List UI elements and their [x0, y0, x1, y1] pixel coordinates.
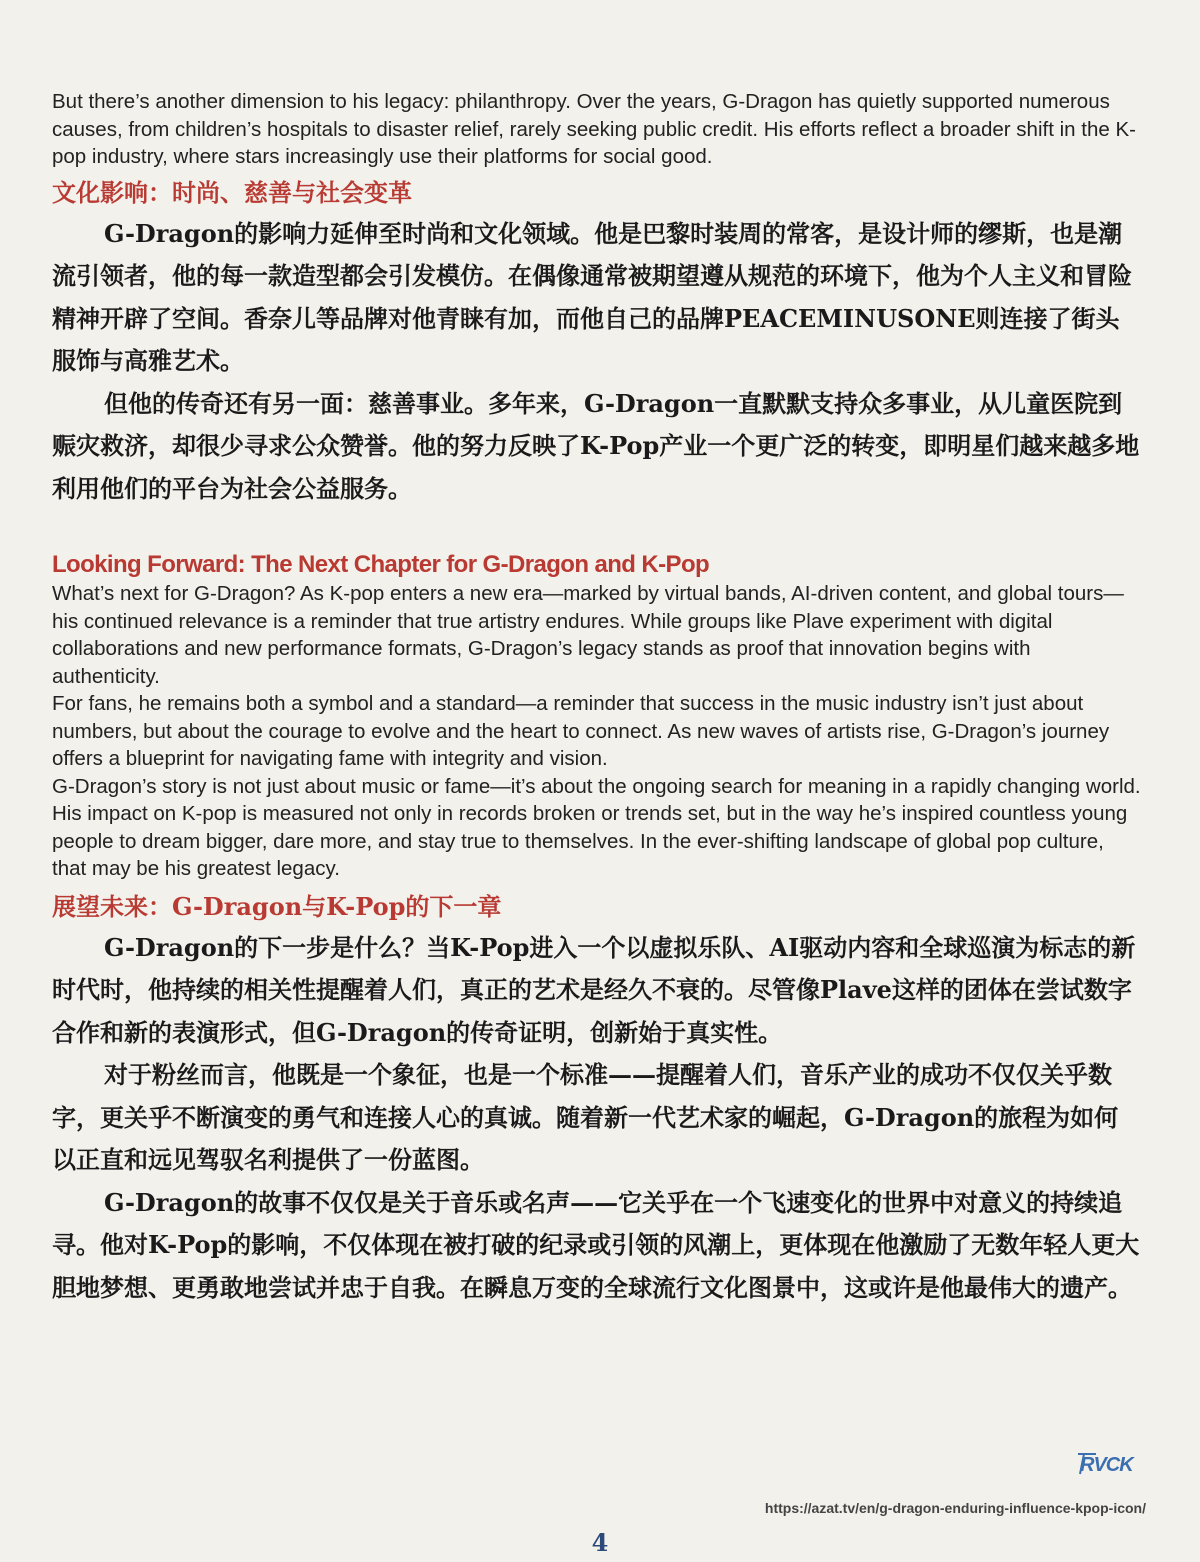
zh-paragraph-story: G-Dragon的故事不仅仅是关于音乐或名声——它关乎在一个飞速变化的世界中对意义的持续追寻。他对K-Pop的影响，不仅体现在被打破的纪录或引领的风潮上，更体现在他激励了无数年轻人更大胆地梦想、更勇敢地尝试并忠于自我。在瞬息万变的全球流行文化图景中，这或许是他最伟大的遗产。 [52, 1187, 1140, 1302]
zh-heading-future: 展望未来：G-Dragon与K-Pop的下一章 [52, 891, 502, 921]
zh-paragraph-charity: 但他的传奇还有另一面：慈善事业。多年来，G-Dragon一直默默支持众多事业，从儿童医院到赈灾救济，却很少寻求公众赞誉。他的努力反映了K-Pop产业一个更广泛的转变，即明星们越来越多地利用他们的平台为社会公益服务。 [52, 388, 1140, 503]
zh-heading-culture: 文化影响：时尚、慈善与社会变革 [52, 177, 412, 207]
source-url-link[interactable]: https://azat.tv/en/g-dragon-enduring-influence-kpop-icon/ [764, 1500, 1146, 1516]
en-paragraph-fans: For fans, he remains both a symbol and a standard—a reminder that success in the music industry isn’t just about numbers, but about the courage to evolve and the heart to connect. As new waves of artists rise, G-Dragon’s journey offers a blueprint for navigating fame with integrity and vision. [52, 692, 1110, 770]
en-heading-looking-forward: Looking Forward: The Next Chapter for G-Dragon and K-Pop [52, 551, 710, 578]
en-paragraph-next: What’s next for G-Dragon? As K-pop enters a new era—marked by virtual bands, AI-driven content, and global tours—his continued relevance is a reminder that true artistry endures. While groups like Plave experiment with digital collaborations and new performance formats, G-Dragon’s legacy stands as proof that innovation begins with authenticity. [52, 582, 1124, 688]
en-paragraph-philanthropy: But there’s another dimension to his legacy: philanthropy. Over the years, G-Dragon has quietly supported numerous causes, from children’s hospitals to disaster relief, rarely seeking public credit. His efforts reflect a broader shift in the K-pop industry, where stars increasingly use their platforms for social good. [52, 90, 1136, 168]
en-paragraph-story: G-Dragon’s story is not just about music or fame—it’s about the ongoing search for meaning in a rapidly changing world. His impact on K-pop is measured not only in records broken or trends set, but in the way he’s inspired countless young people to dream bigger, dare more, and stay true to themselves. In the ever-shifting landscape of global pop culture, that may be his greatest legacy. [52, 774, 1141, 880]
svg-text:RVCK: RVCK [1080, 1454, 1133, 1476]
zh-paragraph-fans: 对于粉丝而言，他既是一个象征，也是一个标准——提醒着人们，音乐产业的成功不仅仅关乎数字，更关乎不断演变的勇气和连接人心的真诚。随着新一代艺术家的崛起，G-Dragon的旅程为如何以正直和远见驾驭名利提供了一份蓝图。 [52, 1060, 1119, 1174]
publication-logo [1076, 1448, 1150, 1478]
zh-paragraph-fashion: G-Dragon的影响力延伸至时尚和文化领域。他是巴黎时装周的常客，是设计师的缪斯，也是潮流引领者，他的每一款造型都会引发模仿。在偶像通常被期望遵从规范的环境下，他为个人主义和冒险精神开辟了空间。香奈儿等品牌对他青睐有加，而他自己的品牌PEACEMINUSONE则连接了街头服饰与高雅艺术。 [52, 218, 1132, 375]
zh-paragraph-next: G-Dragon的下一步是什么？当K-Pop进入一个以虚拟乐队、AI驱动内容和全球巡演为标志的新时代时，他持续的相关性提醒着人们，真正的艺术是经久不衰的。尽管像Plave这样的团体在尝试数字合作和新的表演形式，但G-Dragon的传奇证明，创新始于真实性。 [52, 932, 1136, 1047]
article-body [52, 88, 1142, 1309]
page-number: 4 [591, 1528, 609, 1557]
